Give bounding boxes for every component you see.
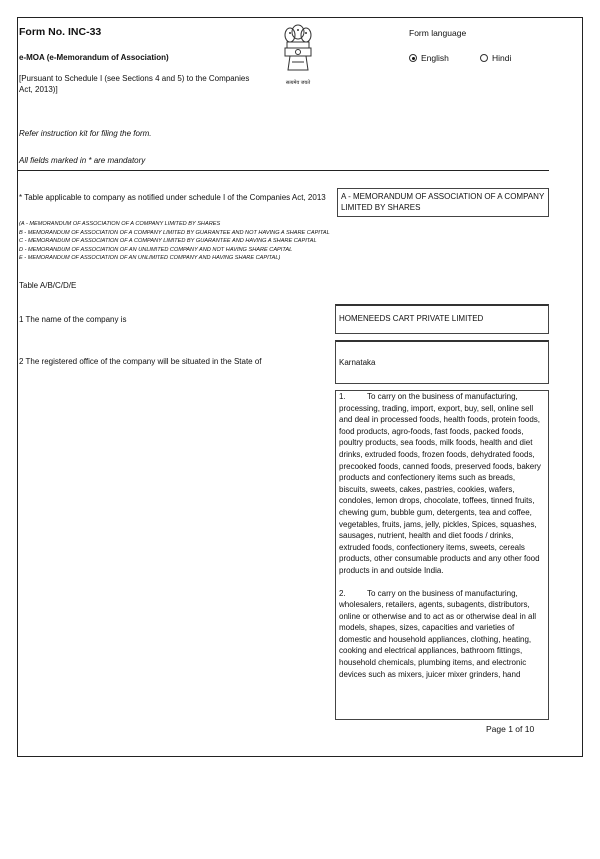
language-hindi-label: Hindi xyxy=(492,53,512,63)
form-language-label: Form language xyxy=(409,28,467,38)
object-text: To carry on the business of manufacturing, processing, trading, import, export, buy, sell, online sell and deal in processed foods, health foods, protein foods, food products, agro-foods, fast foods, packed foods, poultry products, sea foods, milk foods, health and diet drinks, extruded foods, frozen foods, dehydrated foods, precooked foods, canned foods, preserved foods, bakery products and confectionery items such as breads, biscuits, sweets, cakes, pastries, cookies, wafers, condoles, lemon drops, chocolate, toffees, tinned fruits, chewing gum, bubble gum, detergents, tea and coffee, vegetables, fruits, jams, jelly, pickles, Spices, squashes, sausages, nutrient, health and diet foods / drinks, extruded foods, confectionery items, sweets, cereals products, other consumable products and any other food products in and outside India. xyxy=(339,392,541,575)
object-number: 1. xyxy=(339,392,346,401)
radio-selected-icon[interactable] xyxy=(409,54,417,62)
registered-state-field[interactable]: Karnataka xyxy=(335,340,549,384)
section-divider xyxy=(17,170,549,171)
language-english-label: English xyxy=(421,53,449,63)
table-applicable-field[interactable]: A - MEMORANDUM OF ASSOCIATION OF A COMPANY LIMITED BY SHARES xyxy=(337,188,549,217)
company-name-label: 1 The name of the company is xyxy=(19,315,127,324)
objects-textarea[interactable] xyxy=(335,390,549,720)
mandatory-note: All fields marked in * are mandatory xyxy=(19,156,146,165)
table-abcde-label: Table A/B/C/D/E xyxy=(19,281,77,290)
table-applicable-label: * Table applicable to company as notified under schedule I of the Companies Act, 2013 xyxy=(19,193,326,202)
form-number: Form No. INC-33 xyxy=(19,26,102,38)
legend-line: D - MEMORANDUM OF ASSOCIATION OF AN UNLIMITED COMPANY AND NOT HAVING SHARE CAPITAL xyxy=(19,246,293,253)
page-number: Page 1 of 10 xyxy=(486,724,535,734)
object-text: To carry on the business of manufacturing, wholesalers, retailers, agents, subagents, distributors, online or otherwise and to act as or otherwise deal in all models, shapes, sizes, capacities and varieties of domestic and household appliances, clothing, heating, cooking and electrical appliances, bathroom fittings, household chemicals, plumbing items, and electronic devices such as mixers, juicer mixer grinders, hand xyxy=(339,588,536,679)
legend-line: B - MEMORANDUM OF ASSOCIATION OF A COMPANY LIMITED BY GUARANTEE AND NOT HAVING A SHARE CAPITAL xyxy=(19,229,330,236)
registered-state-label: 2 The registered office of the company will be situated in the State of xyxy=(19,357,262,366)
object-number: 2. xyxy=(339,588,346,598)
legend-line: E - MEMORANDUM OF ASSOCIATION OF AN UNLIMITED COMPANY AND HAVING SHARE CAPITAL) xyxy=(19,255,281,261)
legend-line: (A - MEMORANDUM OF ASSOCIATION OF A COMPANY LIMITED BY SHARES xyxy=(19,221,221,227)
language-english-option[interactable] xyxy=(409,53,449,63)
object-paragraph xyxy=(339,391,545,577)
language-hindi-option[interactable] xyxy=(480,53,511,63)
emblem-caption: सत्यमेव जयते xyxy=(285,80,311,86)
object-paragraph xyxy=(339,588,545,681)
radio-unselected-icon[interactable] xyxy=(480,54,488,62)
legend-line: C - MEMORANDUM OF ASSOCIATION OF A COMPANY LIMITED BY GUARANTEE AND HAVING A SHARE CAPITAL xyxy=(19,238,317,244)
refer-instruction-text: Refer instruction kit for filing the form. xyxy=(19,129,152,138)
form-title: e-MOA (e-Memorandum of Association) xyxy=(19,53,169,62)
pursuant-note: [Pursuant to Schedule I (see Sections 4 and 5) to the Companies Act, 2013)] xyxy=(19,74,250,94)
table-legend xyxy=(19,220,330,263)
company-name-field[interactable]: HOMENEEDS CART PRIVATE LIMITED xyxy=(335,304,549,334)
